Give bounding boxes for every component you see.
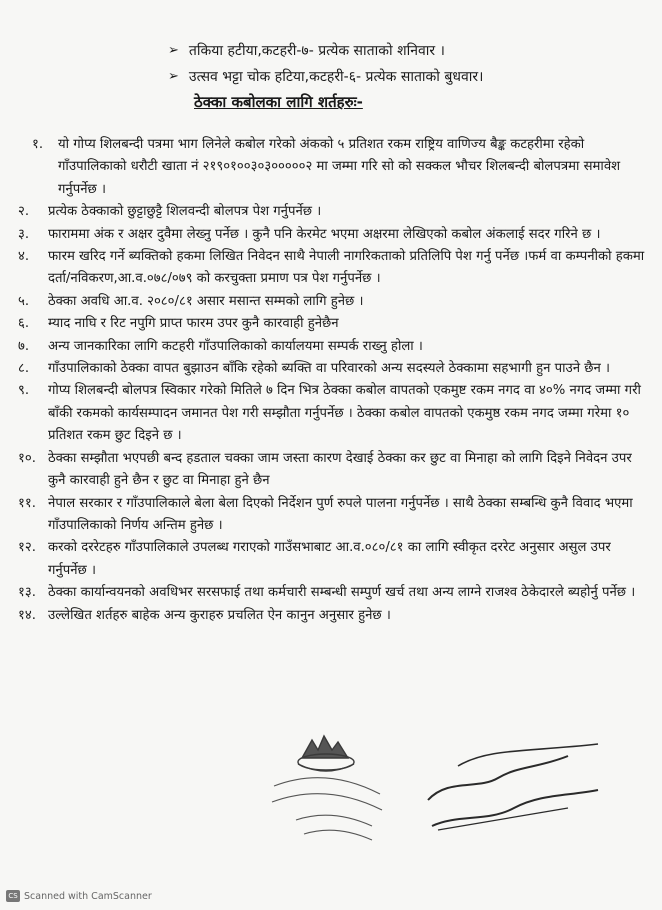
term-number: ६. xyxy=(18,316,30,332)
term-number: १०. xyxy=(18,450,36,466)
camscanner-logo-icon: CS xyxy=(6,890,20,902)
term-number: १२. xyxy=(18,540,36,556)
term-item xyxy=(14,313,650,335)
term-text: उल्लेखित शर्तहरु बाहेक अन्य कुराहरु प्रचलित ऐन कानुन अनुसार हुनेछ । xyxy=(48,607,391,623)
term-number: ३. xyxy=(18,226,30,242)
bullet-text: तकिया हटीया,कटहरी-७- प्रत्येक साताको शनिवार । xyxy=(188,43,445,59)
term-text: अन्य जानकारिका लागि कटहरी गाँउपालिकाको कार्यालयमा सम्पर्क राख्नु होला । xyxy=(48,338,423,354)
term-item xyxy=(14,201,650,223)
term-text: ठेक्का अवधि आ.व. २०८०/८१ असार मसान्त सम्मको लागि हुनेछ । xyxy=(48,293,364,309)
term-number: ४. xyxy=(18,249,30,265)
scanner-footer-text: Scanned with CamScanner xyxy=(24,890,152,902)
term-number: ८. xyxy=(18,361,30,377)
term-number: ११. xyxy=(18,495,36,511)
term-number: १३. xyxy=(18,585,36,601)
term-text: ठेक्का सम्झौता भएपछी बन्द हडताल चक्का जाम जस्ता कारण देखाई ठेक्का कर छुट वा मिनाहा को लागि दिइने निवेदन उपर कुनै कारवाही हुने छैन र छुट वा मिनाहा हुने छैन xyxy=(48,450,632,489)
term-text: गाँउपालिकाको ठेक्का वापत बुझाउन बाँकि रहेको ब्यक्ति वा परिवारको अन्य सदस्यले ठेक्कामा सहभागी हुन पाउने छैन । xyxy=(48,361,611,377)
terms-list xyxy=(14,134,650,627)
term-text: नेपाल सरकार र गाँउपालिकाले बेला बेला दिएको निर्देशन पुर्ण रुपले पालना गर्नुपर्नेछ । साथै ठेक्का सम्बन्धि कुनै विवाद भएमा गाँउपालिकाको निर्णय अन्तिम हुनेछ । xyxy=(48,495,633,533)
term-number: ७. xyxy=(18,338,30,354)
term-item xyxy=(14,605,650,627)
officer-signature xyxy=(418,738,608,838)
bullet-item xyxy=(168,38,483,64)
municipality-seal xyxy=(252,728,400,846)
term-number: ५. xyxy=(18,293,30,309)
bullet-item xyxy=(168,64,483,90)
term-number: १४. xyxy=(18,607,36,623)
term-item xyxy=(14,134,650,201)
terms-heading: ठेक्का कबोलका लागि शर्तहरुः- xyxy=(194,93,363,111)
term-item xyxy=(14,380,650,447)
term-text: प्रत्येक ठेक्काको छुट्टाछुट्टै शिलवन्दी बोलपत्र पेश गर्नुपर्नेछ । xyxy=(48,204,322,220)
bullet-text: उत्सव भट्टा चोक हटिया,कटहरी-६- प्रत्येक साताको बुधवार। xyxy=(188,69,484,85)
term-number: ९. xyxy=(18,383,30,399)
term-text: ठेक्का कार्यान्वयनको अवधिभर सरसफाई तथा कर्मचारी सम्बन्धी सम्पुर्ण खर्च तथा अन्य लाग्ने राजश्व ठेकेदारले ब्यहोर्नु पर्नेछ । xyxy=(48,585,636,601)
arrow-bullet-icon: ➢ xyxy=(168,43,179,58)
term-item xyxy=(14,291,650,313)
term-text: गोप्य शिलबन्दी बोलपत्र स्विकार गरेको मितिले ७ दिन भित्र ठेक्का कबोल वापतको एकमुष्ट रकम नगद वा ४०% नगद जम्मा गरी बाँकी रकमको कार्यसम्पादन जमानत पेश गरी सम्झौता गर्नुपर्नेछ । ठेक्का कबोल वापतको एकमुष्ठ रकम नगद जम्मा गरेमा १० प्रतिशत रकम छुट दिइने छ । xyxy=(48,383,641,444)
market-bullet-list xyxy=(168,38,483,90)
term-item xyxy=(14,493,650,538)
term-text: फाराममा अंक र अक्षर दुवैमा लेख्नु पर्नेछ । कुनै पनि केरमेट भएमा अक्षरमा लेखिएको कबोल अंकलाई सदर गरिने छ । xyxy=(48,226,601,242)
term-item xyxy=(14,537,650,582)
term-text: म्याद नाघि र रिट नपुगि प्राप्त फारम उपर कुनै कारवाही हुनेछैन xyxy=(48,316,339,332)
term-item xyxy=(14,358,650,380)
term-number: १. xyxy=(32,137,44,152)
term-item xyxy=(14,448,650,493)
term-number: २. xyxy=(18,204,30,220)
term-item xyxy=(14,582,650,604)
scanner-footer xyxy=(6,890,152,902)
seal-emblem-icon xyxy=(298,736,354,771)
term-text: करको दररेटहरु गाँउपालिकाले उपलब्ध गराएको गाउँसभाबाट आ.व.०८०/८१ का लागि स्वीकृत दररेट अनुसार असुल उपर गर्नुपर्नेछ । xyxy=(48,540,611,578)
term-item xyxy=(14,246,650,291)
arrow-bullet-icon: ➢ xyxy=(168,69,179,84)
term-item xyxy=(14,336,650,358)
term-text: यो गोप्य शिलबन्दी पत्रमा भाग लिनेले कबोल गरेको अंकको ५ प्रतिशत रकम राष्ट्रिय वाणिज्य बैङ्क कटहरीमा रहेको गाँउपालिकाको धरौटी खाता नं २१९०१००३०३०००००२ मा जम्मा गरि सो को सक्कल भौचर शिलबन्दी बोलपत्रमा समावेश गर्नुपर्नेछ । xyxy=(58,137,621,197)
term-text: फारम खरिद गर्ने ब्यक्तिको हकमा लिखित निवेदन साथै नेपाली नागरिकताको प्रतिलिपि पेश गर्नु पर्नेछ ।फर्म वा कम्पनीको हकमा दर्ता/नविकरण,आ.व.०७८/०७९ को करचुक्ता प्रमाण पत्र पेश गर्नुपर्नेछ । xyxy=(48,249,645,287)
term-item xyxy=(14,224,650,246)
